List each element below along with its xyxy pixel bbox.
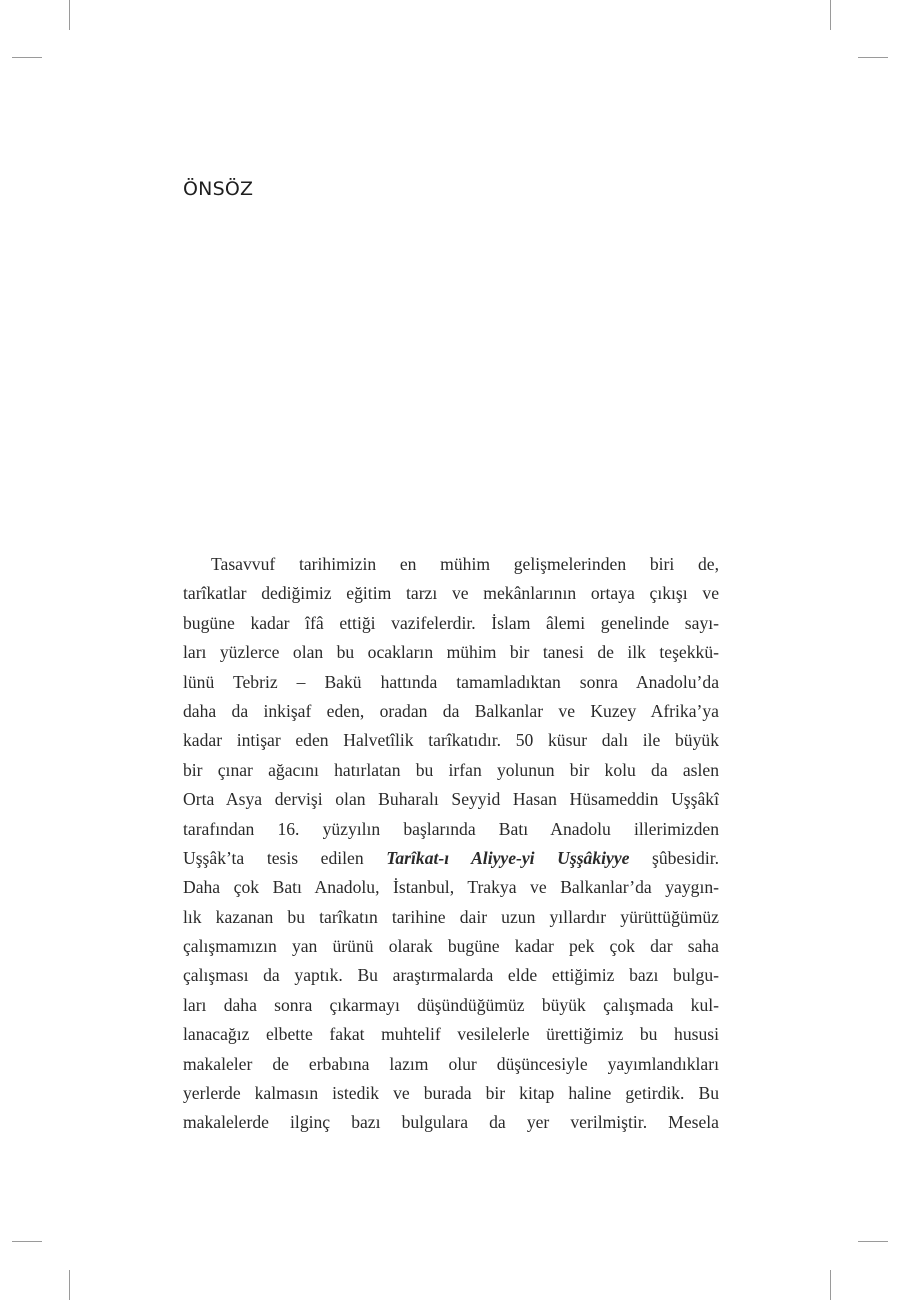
paragraph-line: lık kazanan bu tarîkatın tarihine dair uzun yıllardır yürüttüğümüz (183, 906, 719, 927)
crop-mark (69, 0, 70, 30)
paragraph-line: makaleler de erbabına lazım olur düşüncesiyle yayımlandıkları (183, 1053, 719, 1074)
paragraph-line: lünü Tebriz – Bakü hattında tamamladıktan sonra Anadolu’da (183, 671, 719, 692)
paragraph-line: tarafından 16. yüzyılın başlarında Batı Anadolu illerimizden (183, 818, 719, 839)
paragraph-line: çalışması da yaptık. Bu araştırmalarda elde ettiğimiz bazı bulgu- (183, 965, 719, 986)
paragraph-line: tarîkatlar dediğimiz eğitim tarzı ve mekânlarının ortaya çıkışı ve (183, 583, 719, 604)
paragraph-line: bugüne kadar îfâ ettiği vazifelerdir. İslam âlemi genelinde sayı- (183, 612, 719, 633)
paragraph-line: çalışmamızın yan ürünü olarak bugüne kadar pek çok dar saha (183, 936, 719, 957)
paragraph-line: ları daha sonra çıkarmayı düşündüğümüz büyük çalışmada kul- (183, 994, 719, 1015)
paragraph-line: makalelerde ilginç bazı bulgulara da yer verilmiştir. Mesela (183, 1112, 719, 1133)
paragraph-line: Daha çok Batı Anadolu, İstanbul, Trakya ve Balkanlar’da yaygın- (183, 877, 719, 898)
emphasized-title: Tarîkat-ı Aliyye-yi Uşşâkiyye (386, 847, 630, 868)
crop-mark (858, 57, 888, 58)
crop-mark (830, 0, 831, 30)
paragraph-line: Tasavvuf tarihimizin en mühim gelişmelerinden biri de, (211, 554, 719, 574)
paragraph-line: ları yüzlerce olan bu ocakların mühim bir tanesi de ilk teşekkü- (183, 642, 719, 663)
paragraph-line: bir çınar ağacını hatırlatan bu irfan yolunun bir kolu da aslen (183, 759, 719, 780)
page-title: ÖNSÖZ (183, 178, 254, 200)
crop-mark (830, 1270, 831, 1300)
paragraph-line: yerlerde kalmasın istedik ve burada bir kitap haline getirdik. Bu (183, 1083, 719, 1104)
paragraph-line (183, 844, 719, 873)
paragraph-line: daha da inkişaf eden, oradan da Balkanlar ve Kuzey Afrika’ya (183, 700, 719, 721)
crop-mark (69, 1270, 70, 1300)
preface-paragraph (183, 550, 719, 1138)
crop-mark (12, 1241, 42, 1242)
paragraph-line: lanacağız elbette fakat muhtelif vesilelerle ürettiğimiz bu hususi (183, 1024, 719, 1045)
crop-mark (12, 57, 42, 58)
paragraph-line: kadar intişar eden Halvetîlik tarîkatıdır. 50 küsur dalı ile büyük (183, 730, 719, 751)
line-text: Uşşâk’ta tesis edilen (183, 847, 387, 868)
crop-mark (858, 1241, 888, 1242)
paragraph-line: Orta Asya dervişi olan Buharalı Seyyid Hasan Hüsameddin Uşşâkî (183, 789, 719, 810)
line-text: şûbesidir. (629, 847, 719, 868)
